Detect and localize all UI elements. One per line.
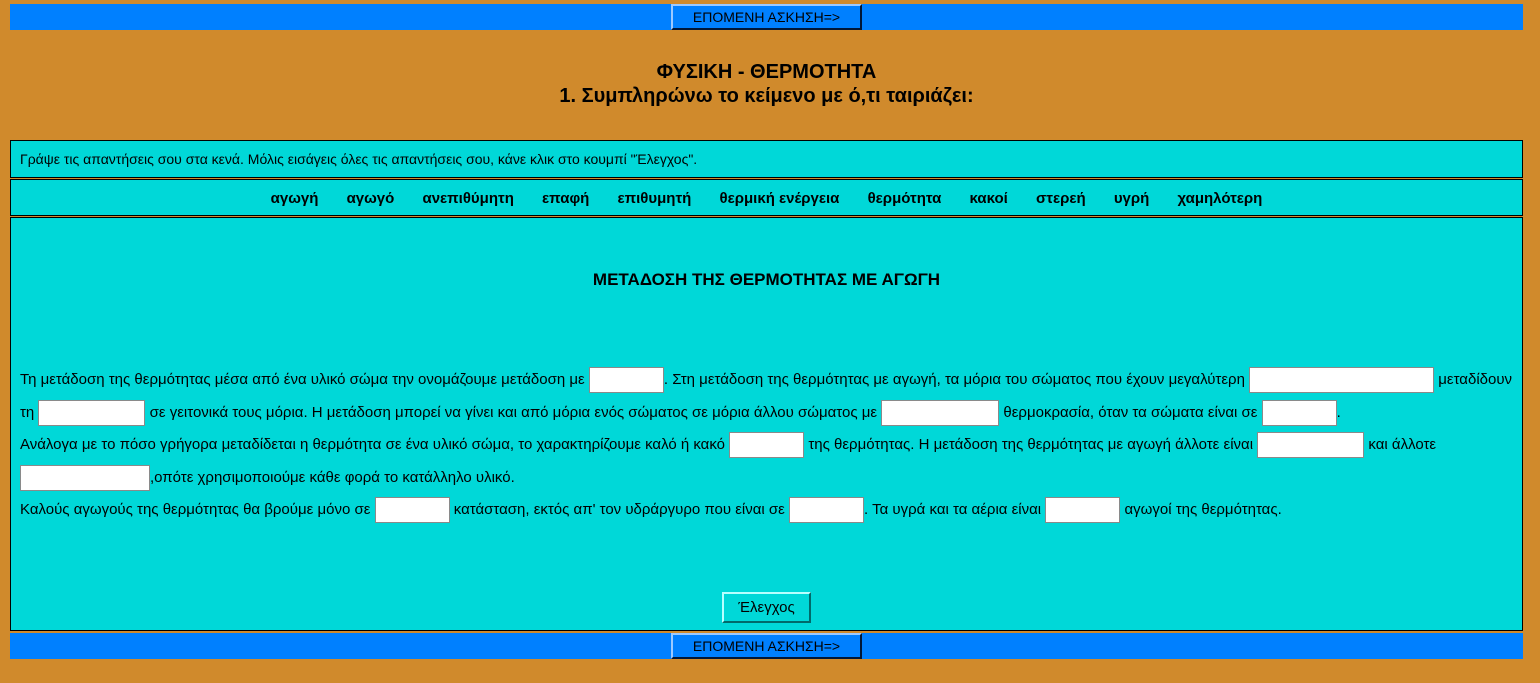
text-segment: και άλλοτε xyxy=(1364,436,1437,453)
gap-input-2[interactable] xyxy=(1249,367,1434,393)
text-segment: σε γειτονικά τους μόρια. Η μετάδοση μπορεί να γίνει και από μόρια ενός σώματος σε μόρια άλλου σώματος με xyxy=(145,403,882,421)
bottom-nav-bar xyxy=(10,633,1523,659)
exercise-text xyxy=(20,364,1515,527)
gap-input-3[interactable] xyxy=(38,400,145,426)
instructions-panel xyxy=(10,140,1523,178)
check-button[interactable]: Έλεγχος xyxy=(722,592,811,623)
exercise-heading: ΜΕΤΑΔΟΣΗ ΤΗΣ ΘΕΡΜΟΤΗΤΑΣ ΜΕ ΑΓΩΓΗ xyxy=(592,270,941,289)
text-segment: Τη μετάδοση της θερμότητας μέσα από ένα υλικό σώμα την ονομάζουμε μετάδοση με xyxy=(20,371,589,388)
word-bank-item: κακοί xyxy=(969,190,1008,207)
gap-input-4[interactable] xyxy=(881,400,999,426)
word-bank-item: επαφή xyxy=(542,190,590,207)
text-segment: ,οπότε χρησιμοποιούμε κάθε φορά το κατάλληλο υλικό. xyxy=(150,468,515,486)
gap-input-1[interactable] xyxy=(589,367,664,393)
word-bank xyxy=(11,190,1522,207)
word-bank-item: στερεή xyxy=(1036,190,1086,207)
text-segment: . xyxy=(1336,403,1341,421)
next-exercise-button-bottom[interactable]: ΕΠΟΜΕΝΗ ΑΣΚΗΣΗ=> xyxy=(671,633,862,659)
gap-input-9[interactable] xyxy=(375,497,450,523)
page-header xyxy=(0,60,1533,108)
word-bank-item: αγωγό xyxy=(346,190,395,207)
text-segment: . Τα υγρά και τα αέρια είναι xyxy=(864,501,1046,518)
word-bank-item: χαμηλότερη xyxy=(1177,190,1263,207)
gap-input-7[interactable] xyxy=(1257,432,1364,458)
gap-input-11[interactable] xyxy=(1045,497,1120,523)
text-segment: αγωγοί της θερμότητας. xyxy=(1120,501,1282,518)
exercise-panel xyxy=(10,217,1523,631)
gap-input-5[interactable] xyxy=(1262,400,1337,426)
top-nav-bar xyxy=(10,4,1523,30)
page-title: ΦΥΣΙΚΗ - ΘΕΡΜΟΤΗΤΑ xyxy=(656,61,877,83)
text-segment: Καλούς αγωγούς της θερμότητας θα βρούμε μόνο σε xyxy=(20,501,375,518)
text-segment: Ανάλογα με το πόσο γρήγορα μεταδίδεται η θερμότητα σε ένα υλικό σώμα, το χαρακτηρίζουμε καλό ή κακό xyxy=(20,436,730,453)
page-subtitle: 1. Συμπληρώνω το κείμενο με ό,τι ταιριάζει: xyxy=(559,85,974,107)
next-exercise-button-top[interactable]: ΕΠΟΜΕΝΗ ΑΣΚΗΣΗ=> xyxy=(671,4,862,30)
word-bank-item: θερμότητα xyxy=(867,190,942,207)
word-bank-item: υγρή xyxy=(1113,190,1150,207)
word-bank-item: θερμική ενέργεια xyxy=(719,190,840,207)
text-segment: θερμοκρασία, όταν τα σώματα είναι σε xyxy=(999,403,1262,421)
text-segment: . Στη μετάδοση της θερμότητας με αγωγή, τα μόρια του σώματος που έχουν μεγαλύτερη xyxy=(663,371,1250,388)
text-segment: της θερμότητας. Η μετάδοση της θερμότητας με αγωγή άλλοτε είναι xyxy=(804,436,1258,453)
text-segment: κατάσταση, εκτός απ' τον υδράργυρο που είναι σε xyxy=(449,501,790,518)
gap-input-6[interactable] xyxy=(729,432,804,458)
instructions-text: Γράψε τις απαντήσεις σου στα κενά. Μόλις εισάγεις όλες τις απαντήσεις σου, κάνε κλικ στο κουμπί "Έλεγχος". xyxy=(20,151,698,167)
gap-input-10[interactable] xyxy=(789,497,864,523)
word-bank-item: επιθυμητή xyxy=(617,190,692,207)
word-bank-item: ανεπιθύμητη xyxy=(422,190,514,207)
text-segment: μεταδίδουν τη xyxy=(20,371,1513,421)
word-bank-panel xyxy=(10,179,1523,216)
gap-input-8[interactable] xyxy=(20,465,150,491)
word-bank-item: αγωγή xyxy=(270,190,319,207)
